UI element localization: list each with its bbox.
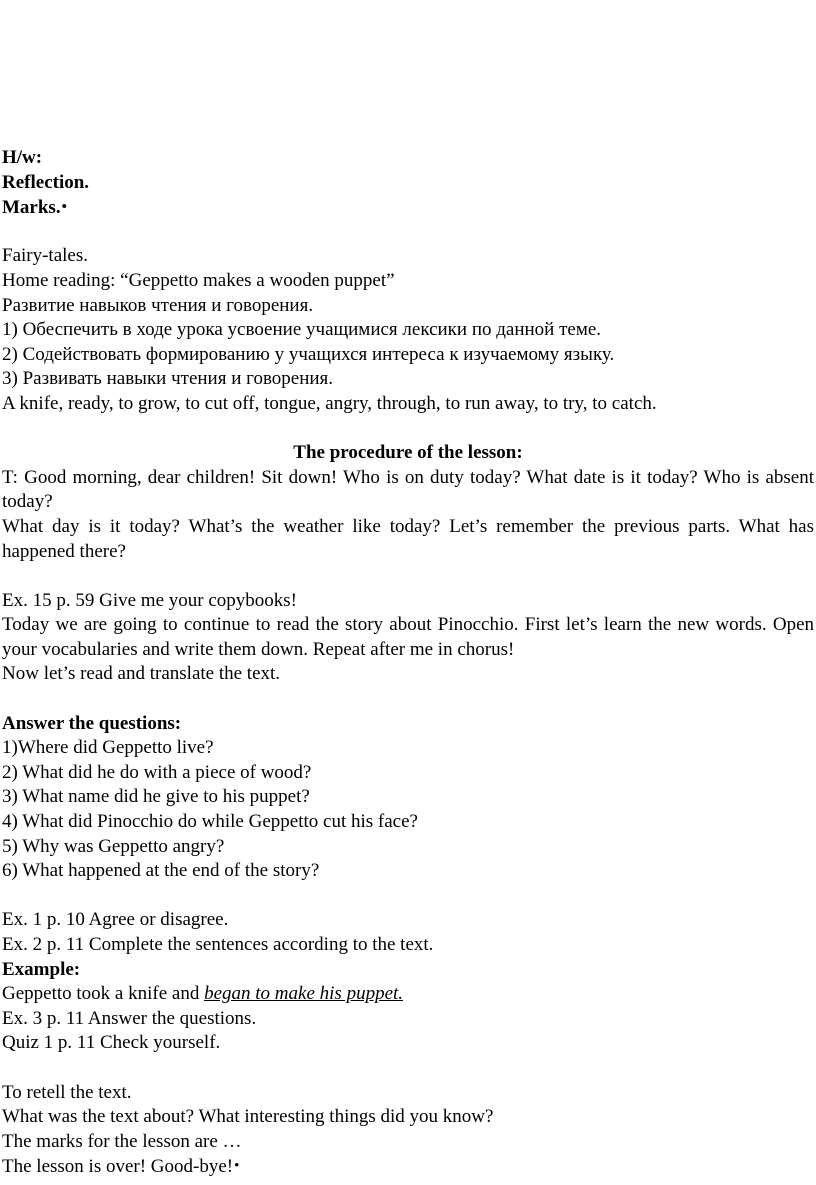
teacher-greeting: T: Good morning, dear children! Sit down! Who is on duty today? What date is it today? Who is absent today? xyxy=(2,466,814,513)
question-item: 3) What name did he give to his puppet? xyxy=(2,786,310,808)
home-reading-title: Home reading: “Geppetto makes a wooden puppet” xyxy=(2,269,395,291)
marks-heading xyxy=(2,195,814,220)
story-intro: Today we are going to continue to read the story about Pinocchio. First let’s learn the new words. Open your vocabularies and write them down. Repeat after me in chorus! xyxy=(2,614,814,660)
discussion-question: What was the text about? What interesting things did you know? xyxy=(2,1106,494,1128)
teacher-recap: What day is it today? What’s the weather like today? Let’s remember the previous parts. What has happened there? xyxy=(2,515,814,562)
quiz: Quiz 1 p. 11 Check yourself. xyxy=(2,1032,221,1054)
question-item: 5) Why was Geppetto angry? xyxy=(2,835,225,857)
procedure-title: The procedure of the lesson: xyxy=(293,442,523,464)
marks-line: The marks for the lesson are … xyxy=(2,1130,242,1152)
exercise-15: Ex. 15 p. 59 Give me your copybooks! xyxy=(2,589,297,611)
example-answer: began to make his puppet. xyxy=(204,983,404,1005)
example-label: Example: xyxy=(2,958,81,980)
example-sentence xyxy=(2,982,814,1007)
lesson-topic: Fairy-tales. xyxy=(2,245,89,267)
retell-task: To retell the text. xyxy=(2,1081,132,1103)
lesson-aim: 2) Содействовать формированию у учащихся интереса к изучаемому языку. xyxy=(2,343,615,365)
lesson-aim: 3) Развивать навыки чтения и говорения. xyxy=(2,368,334,390)
exercise-3: Ex. 3 p. 11 Answer the questions. xyxy=(2,1007,257,1029)
question-item: 1)Where did Geppetto live? xyxy=(2,737,214,759)
question-item: 4) What did Pinocchio do while Geppetto cut his face? xyxy=(2,811,418,833)
spacer xyxy=(2,564,814,589)
questions-title: Answer the questions: xyxy=(2,712,182,734)
spacer xyxy=(2,1056,814,1081)
question-item: 2) What did he do with a piece of wood? xyxy=(2,761,312,783)
question-item: 6) What happened at the end of the story? xyxy=(2,860,320,882)
bullet-icon: • xyxy=(234,1158,240,1175)
marks-text: Marks. xyxy=(2,197,61,219)
vocabulary-list: A knife, ready, to grow, to cut off, tongue, angry, through, to run away, to try, to catch. xyxy=(2,392,657,414)
example-start: Geppetto took a knife and xyxy=(2,983,205,1005)
exercise-2: Ex. 2 p. 11 Complete the sentences according to the text. xyxy=(2,934,434,955)
lesson-aim: 1) Обеспечить в ходе урока усвоение учащимися лексики по данной теме. xyxy=(2,319,602,341)
lesson-document xyxy=(2,146,814,1179)
exercise-1: Ex. 1 p. 10 Agree or disagree. xyxy=(2,909,229,931)
bullet-icon: • xyxy=(61,199,67,216)
spacer xyxy=(2,687,814,712)
read-translate: Now let’s read and translate the text. xyxy=(2,663,281,685)
reflection-heading: Reflection. xyxy=(2,171,90,193)
goodbye-line xyxy=(2,1154,814,1179)
spacer xyxy=(2,884,814,909)
homework-heading: H/w: xyxy=(2,147,43,168)
lesson-goal: Развитие навыков чтения и говорения. xyxy=(2,294,314,316)
spacer xyxy=(2,417,814,442)
spacer xyxy=(2,220,814,245)
goodbye-text: The lesson is over! Good-bye! xyxy=(2,1156,234,1178)
